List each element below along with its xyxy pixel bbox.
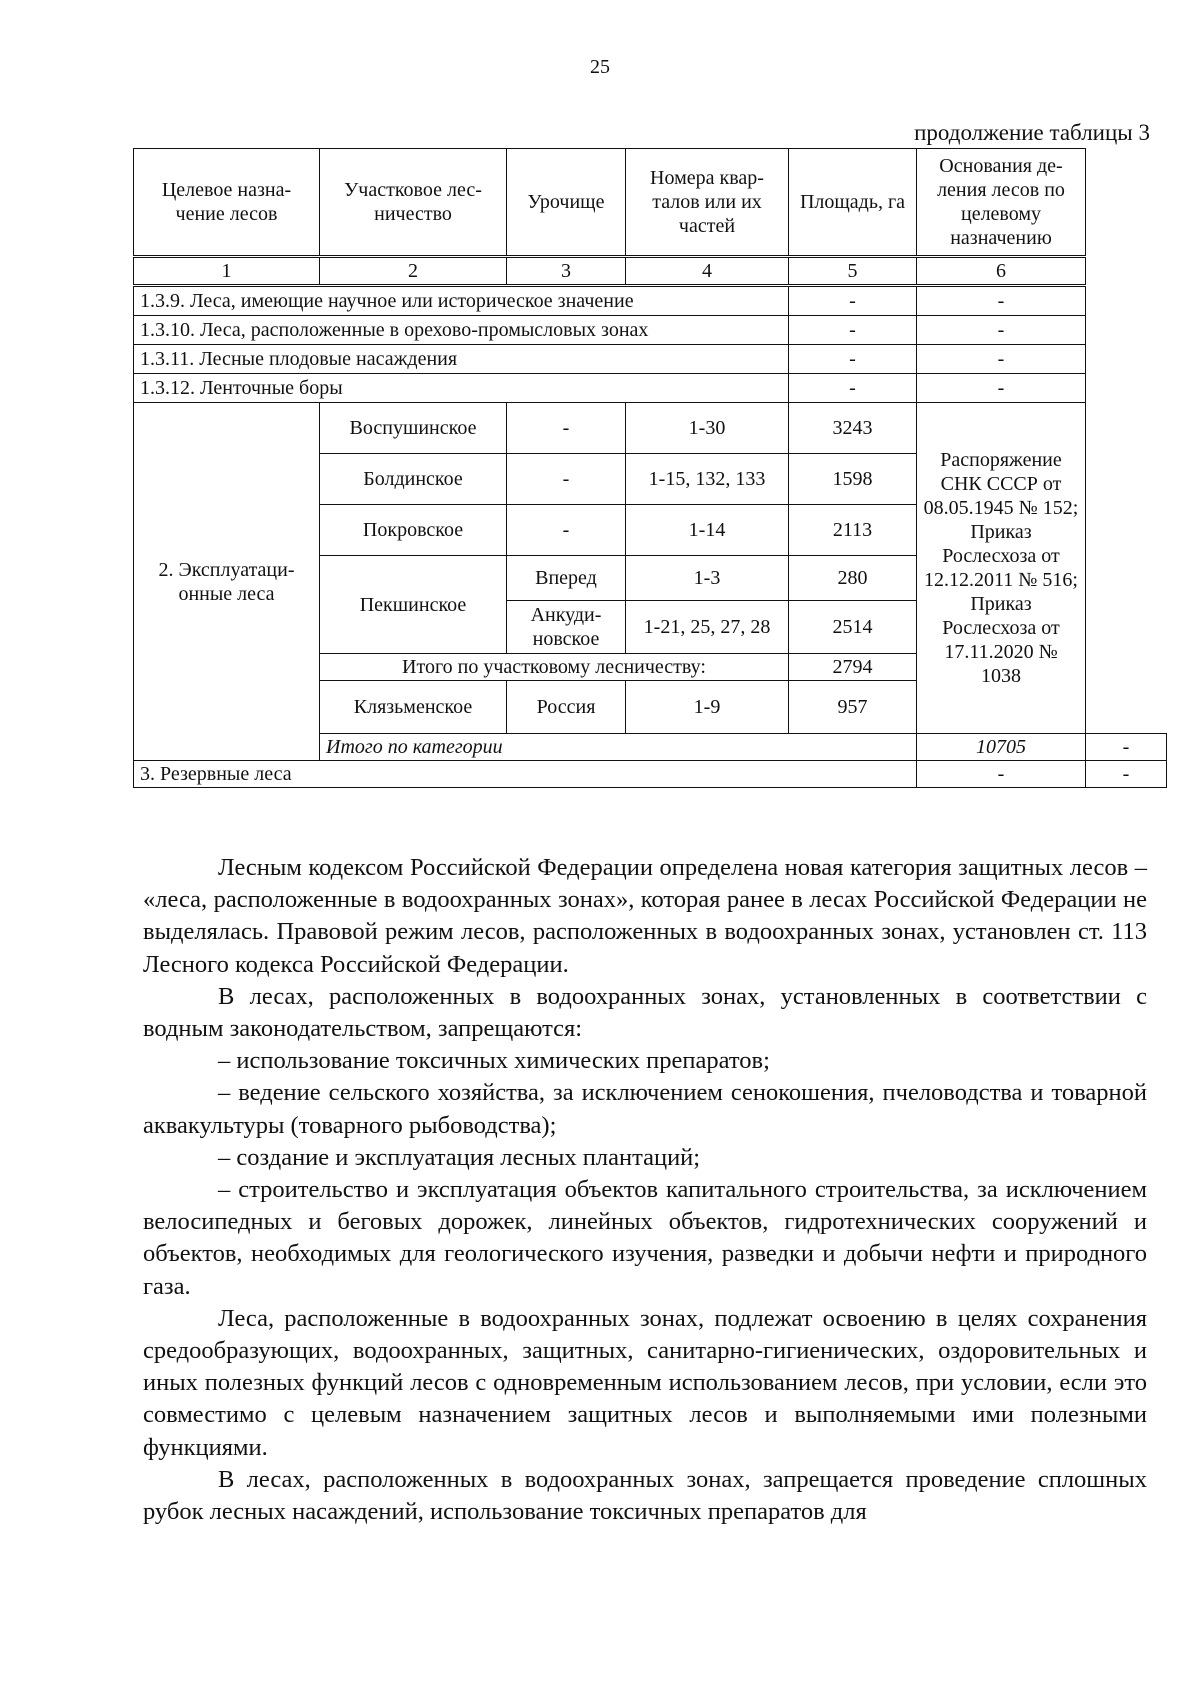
table-row [134,286,1167,316]
paragraph: В лесах, расположенных в водоохранных зонах, запрещается проведение сплошных рубок лесных насаждений, использование токсичных препаратов для [143,1465,1147,1526]
table-row [134,374,1167,403]
quarters-cell: 1-15, 132, 133 [626,454,789,505]
header-cell: Целевое назна-чение лесов [134,149,320,257]
basis-cell: - [917,286,1086,316]
table-row [134,761,1167,788]
forest-purpose-table [133,148,1167,788]
area-cell: 3243 [789,403,917,454]
table-row [134,316,1167,345]
tract-cell: Россия [507,681,626,734]
column-number: 5 [789,257,917,286]
area-cell: - [917,761,1086,788]
area-cell: 2113 [789,505,917,556]
list-item: – ведение сельского хозяйства, за исключением сенокошения, пчеловодства и товарной аквакультуры (товарного рыбоводства); [143,1079,1147,1139]
paragraph: Лесным кодексом Российской Федерации определена новая категория защитных лесов – «леса, расположенные в водоохранных зонах», которая ранее в лесах Российской Федерации не выделялась. Правовой режим лесов, расположенных в водоохранных зонах, установлен ст. 113 Лесного кодекса Российской Федерации. [143,854,1147,978]
quarters-cell: 1-9 [626,681,789,734]
quarters-cell: 1-14 [626,505,789,556]
forestry-cell: Покровское [320,505,507,556]
forestry-cell: Пекшинское [320,556,507,654]
header-cell: Основания де-ления лесов по целевому назначению [917,149,1086,257]
table-header-row [134,149,1167,257]
basis-cell: - [917,374,1086,403]
basis-cell: Распоряжение СНК СССР от 08.05.1945 № 152; Приказ Рослесхоза от 12.12.2011 № 516; Приказ Рослесхоза от 17.11.2020 № 1038 [917,403,1086,734]
forestry-cell: Болдинское [320,454,507,505]
header-cell: Участковое лес-ничество [320,149,507,257]
header-cell: Номера квар-талов или их частей [626,149,789,257]
basis-cell: - [917,316,1086,345]
list-item: – строительство и эксплуатация объектов капитального строительства, за исключением велосипедных и беговых дорожек, линейных объектов, гидротехнических сооружений и объектов, необходимых для геологического изучения, разведки и добычи нефти и природного газа. [143,1176,1147,1300]
forestry-cell: Клязьменское [320,681,507,734]
category-name: 1.3.12. Ленточные боры [134,374,789,403]
list-item: – создание и эксплуатация лесных плантаций; [218,1143,701,1171]
tract-cell: - [507,454,626,505]
quarters-cell: 1-30 [626,403,789,454]
table-continuation-label: продолжение таблицы 3 [914,120,1150,145]
subtotal-label: Итого по участковому лесничеству: [320,654,789,681]
area-cell: 1598 [789,454,917,505]
paragraph: В лесах, расположенных в водоохранных зонах, установленных в соответствии с водным законодательством, запрещаются: [143,982,1147,1043]
area-cell: 10705 [917,734,1086,761]
category-total-label: Итого по категории [320,734,917,761]
category-name: 1.3.10. Леса, расположенные в орехово-промысловых зонах [134,316,789,345]
tract-cell: Анкуди-новское [507,601,626,654]
basis-cell: - [1086,734,1167,761]
paragraph: Леса, расположенные в водоохранных зонах, подлежат освоению в целях сохранения средообразующих, водоохранных, защитных, санитарно-гигиенических, оздоровительных и иных полезных функций лесов с одновременным использованием лесов, при условии, если это совместимо с целевым назначением защитных лесов и выполняемыми ими полезными функциями. [143,1304,1147,1461]
tract-cell: - [507,403,626,454]
basis-cell: - [1086,761,1167,788]
column-number: 6 [917,257,1086,286]
tract-cell: Вперед [507,556,626,601]
area-cell: 2794 [789,654,917,681]
area-cell: - [789,316,917,345]
area-cell: - [789,345,917,374]
area-cell: - [789,286,917,316]
list-item: – использование токсичных химических препаратов; [218,1047,770,1075]
header-cell: Площадь, га [789,149,917,257]
column-number: 3 [507,257,626,286]
table-row [134,403,1167,454]
area-cell: - [789,374,917,403]
area-cell: 2514 [789,601,917,654]
area-cell: 280 [789,556,917,601]
tract-cell: - [507,505,626,556]
page-number: 25 [590,56,610,78]
quarters-cell: 1-3 [626,556,789,601]
table-row [134,345,1167,374]
column-number-row [134,257,1167,286]
body-text [143,852,1147,1528]
category-name: 1.3.11. Лесные плодовые насаждения [134,345,789,374]
column-number: 1 [134,257,320,286]
forestry-cell: Воспушинское [320,403,507,454]
area-cell: 957 [789,681,917,734]
exploitation-category-label: 2. Эксплуатаци-онные леса [134,403,320,761]
column-number: 2 [320,257,507,286]
category-name: 3. Резервные леса [134,761,917,788]
column-number: 4 [626,257,789,286]
quarters-cell: 1-21, 25, 27, 28 [626,601,789,654]
category-name: 1.3.9. Леса, имеющие научное или историческое значение [134,286,789,316]
basis-cell: - [917,345,1086,374]
header-cell: Урочище [507,149,626,257]
